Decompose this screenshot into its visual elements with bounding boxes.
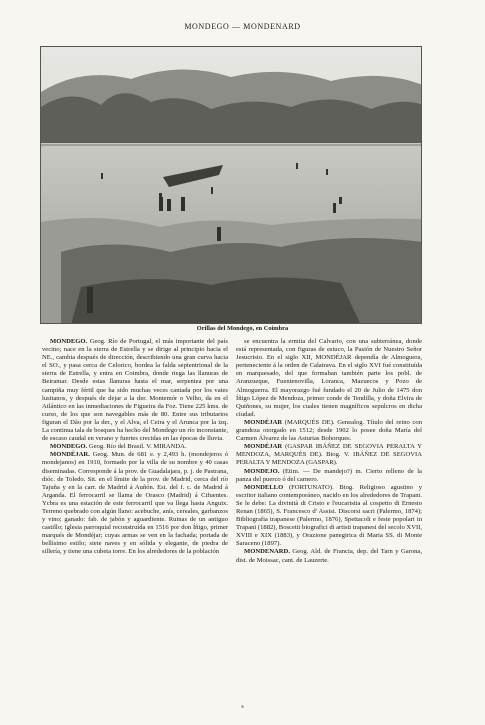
entry: MONDEJO. (Etim. — De mandejo?) m. Cierto relleno de la panza del puerco ó del carnero. (236, 467, 422, 483)
entry: MONDEGO. Geog. Río de Portugal, el más importante del país vecino; nace en la sierra de Estrella y se dirige al principio hacia el NE., cambia después de dirección, describiendo una gran curva hacia el SO., y pasa cerca de Celorico, bordea la falda septentrional de la sierra de Estrella, y entra en Coimbra, donde riega las llanuras de Beiramar. Desde estas llanuras hasta el mar, serpentea por una campiña muy fértil que ha sido muchas veces cantada por los vates lusitanos, y después de dejar a la der. Montemór o Velho, da en el Atlántico en las inmediaciones de Figueira da Foz. Tiene 225 kms. de curso, de los que son navegables más de 80. Entre sus tributarios figuran el Dão por la der., y el Alva, el Ceira y el Arunca por la izq. La continua tala de bosques ha hecho del Mondego un río inconstante, de escaso caudal en verano y fuertes crecidas en las épocas de lluvia. (42, 338, 228, 443)
entry: MONDENARD. Geog. Ald. de Francia, dep. del Tarn y Garona, dist. de Moissac, cant. de Lauzerte. (236, 548, 422, 564)
entry: se encuentra la ermita del Calvario, con una subterránea, donde está representada, con figuras de estuco, la Pasión de Nuestro Señor Jesucristo. En el siglo XII, MONDÉJAR dependía de Almoguera, perteneciente á la orden de Calatrava. En el siglo XVI fué constituída en marquesado, del que formaban también parte los pobl. de Aranzueque, Fuentenovilla, Loranca, Mazuecos y Pozo de Almoguerra. El mayorazgo fué fundado el 20 de Julio de 1475 don Íñigo López de Mendoza, primer conde de Tendilla, y doña Elvira de Quiñones, su mujer, los cuales tienen magníficos sepulcros en dicha ciudad. (236, 338, 422, 418)
left-column (42, 338, 228, 557)
right-column (236, 338, 422, 565)
figure-caption: Orillas del Mondego, en Coimbra (196, 325, 289, 332)
entry: MONDEGO. Geog. Río del Brasil. V. MIRANDA. (50, 443, 187, 451)
entry: MONDÉJAR. Geog. Mun. de 681 e. y 2,493 h. (mondejeros ó mondejanos) en 1910, formado por la villa de su nombre y 40 casas diseminadas. Corresponde á la prov. de Guadalajara, p. j. de Pastrana, dióc. de Toledo. Sit. en el límite de la prov. de Madrid, cerca del río Tajuña y en la carr. de Madrid á Auñón. Est. del f. c. de Madrid á Arganda. El ferrocarril se llama de Orasco (Madrid) á Cifuentes. Ycbra es una estación de este ferrocarril que va llega hasta Anguix. Terreno quebrado con algún llano: acebuche, anís, cereales, garbanzos y vino; ganado: fab. de jabón y aguardiente. Ruinas de un antiguo castillo; iglesia parroquial reconstruída en 1516 por don Íñigo, primer marqués de Mondéjar; cuyas armas se ven en la fachada; portada de bellísimo estilo; siete naves y en sólida y elegante, de piedra de sillería, y tiene una cubeta torre. En los alrededores de la población (42, 451, 228, 556)
footer-mark: s (241, 704, 244, 710)
entry: MONDÉJAR (MARQUÉS DE). Genealog. Título del reino con grandeza otorgado en 1512; desde 1902 lo posee doña María del Carmen Álvarez de las Asturias Bohorques. (236, 418, 422, 443)
running-header: MONDEGO — MONDENARD (184, 22, 301, 31)
entry: MONDÉJAR (GASPAR IBÁÑEZ DE SEGOVIA PERALTA Y MENDOZA, MARQUÉS DE). Biog. V. IBÁÑEZ DE SEGOVIA PERALTA Y MENDOZA (GASPAR). (236, 443, 422, 467)
entry: MONDELLO (FORTUNATO). Biog. Religioso agustino y escritor italiano contemporáneo, nacido en los alrededores de Trapani. Se le debe: La divinità di Cristo e l'eucaristia al cospetto di Ernesto Renan (1865), S. Francesco d' Assisi. Discorsi sacri (Palermo, 1874); Bibliografia trapanese (Palermo, 1876), Spettacoli e feste popolari in Trapani (1882), Boscetti biografici di artisti trapanesi del secolo XVII, XVIII e XIX (1883), y Orazione panegirica di Maria SS. di Monte Saraceno (1897). (236, 483, 422, 548)
river-photograph (40, 46, 422, 324)
river-bank-photo (41, 47, 422, 324)
